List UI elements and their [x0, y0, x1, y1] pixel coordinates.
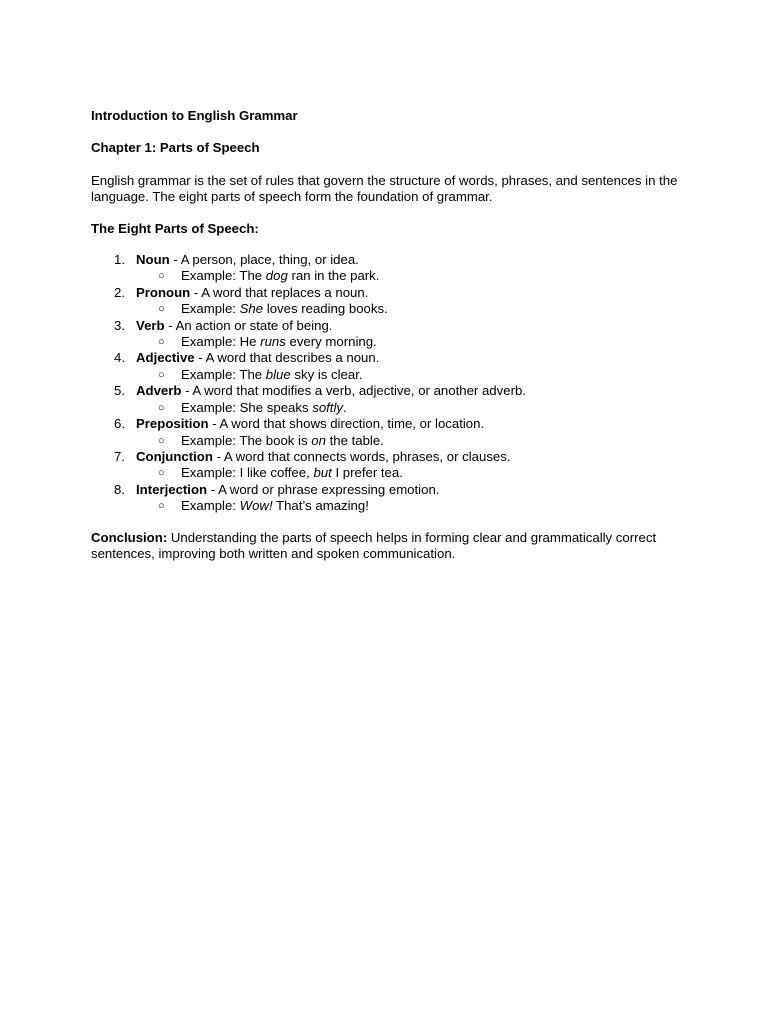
pos-definition: - A word that modifies a verb, adjective, or another adverb.: [181, 383, 526, 399]
example-emphasis: on: [311, 432, 326, 448]
list-item: [91, 416, 691, 449]
list-item: [91, 449, 691, 482]
example-line: [91, 433, 691, 449]
list-number: 1.: [114, 252, 125, 268]
list-number: 2.: [114, 284, 125, 300]
pos-definition: - A word that connects words, phrases, or clauses.: [212, 448, 511, 464]
example-text-start: Example: She speaks: [181, 399, 313, 415]
parts-of-speech-list: [91, 252, 691, 515]
example-emphasis: blue: [265, 366, 291, 382]
pos-definition: - A person, place, thing, or idea.: [169, 252, 359, 268]
hollow-bullet-icon: ○: [158, 401, 165, 414]
pos-term: Adjective: [136, 350, 195, 366]
example-text-start: Example: The: [181, 268, 266, 284]
pos-term: Adverb: [136, 383, 182, 399]
document-page: [91, 108, 691, 562]
pos-entry: [114, 448, 691, 465]
conclusion-paragraph: [91, 530, 691, 563]
hollow-bullet-icon: ○: [158, 500, 165, 513]
pos-entry: [114, 481, 691, 498]
pos-definition: - A word or phrase expressing emotion.: [207, 481, 440, 497]
example-line: [91, 301, 691, 317]
example-text-end: ran in the park.: [287, 268, 380, 284]
pos-entry: [114, 252, 691, 268]
hollow-bullet-icon: ○: [158, 270, 165, 283]
list-item: [91, 482, 691, 515]
list-item: [91, 285, 691, 318]
example-text-start: Example:: [181, 301, 240, 317]
pos-term: Pronoun: [136, 284, 191, 300]
list-number: 8.: [114, 481, 125, 497]
hollow-bullet-icon: ○: [158, 336, 165, 349]
example-text-start: Example:: [181, 498, 240, 514]
example-text-start: Example: He: [181, 334, 261, 350]
chapter-heading: Chapter 1: Parts of Speech: [91, 140, 260, 156]
conclusion-text: Understanding the parts of speech helps in forming clear and grammatically correct sentences, improving both written and spoken communication.: [91, 529, 657, 561]
pos-term: Preposition: [136, 416, 209, 432]
hollow-bullet-icon: ○: [158, 434, 165, 447]
list-item: [91, 350, 691, 383]
example-text-start: Example: The: [181, 366, 266, 382]
example-text-end: the table.: [325, 432, 384, 448]
list-number: 6.: [114, 416, 125, 432]
list-number: 4.: [114, 350, 125, 366]
document-title: Introduction to English Grammar: [91, 108, 298, 123]
example-emphasis: but: [313, 465, 332, 481]
pos-definition: - An action or state of being.: [164, 317, 333, 333]
pos-term: Conjunction: [136, 448, 213, 464]
list-number: 5.: [114, 383, 125, 399]
pos-term: Interjection: [136, 481, 208, 497]
list-number: 7.: [114, 448, 125, 464]
example-line: [91, 465, 691, 481]
example-line: [91, 400, 691, 416]
example-line: [91, 498, 691, 514]
list-item: [91, 318, 691, 351]
intro-paragraph: English grammar is the set of rules that govern the structure of words, phrases, and sentences in the language. The eight parts of speech form the foundation of grammar.: [91, 172, 678, 205]
example-emphasis: dog: [265, 268, 288, 284]
example-text-end: That’s amazing!: [272, 498, 369, 514]
pos-term: Verb: [136, 317, 165, 333]
example-line: [91, 268, 691, 284]
list-number: 3.: [114, 317, 125, 333]
list-item: [91, 383, 691, 416]
hollow-bullet-icon: ○: [158, 467, 165, 480]
example-emphasis: She: [239, 301, 264, 317]
example-line: [91, 334, 691, 350]
conclusion-label: Conclusion:: [91, 529, 168, 545]
list-item: [91, 252, 691, 285]
hollow-bullet-icon: ○: [158, 303, 165, 316]
pos-definition: - A word that replaces a noun.: [190, 284, 369, 300]
pos-definition: - A word that shows direction, time, or location.: [208, 416, 485, 432]
example-text-start: Example: I like coffee,: [181, 465, 314, 481]
pos-entry: [114, 350, 691, 366]
hollow-bullet-icon: ○: [158, 368, 165, 381]
example-emphasis: Wow!: [239, 498, 273, 514]
pos-term: Noun: [136, 252, 170, 268]
example-text-end: .: [343, 399, 347, 415]
section-heading: The Eight Parts of Speech:: [91, 220, 259, 236]
pos-entry: [114, 317, 691, 334]
example-emphasis: softly: [312, 399, 343, 415]
example-text-end: I prefer tea.: [331, 465, 403, 481]
pos-definition: - A word that describes a noun.: [194, 350, 380, 366]
pos-entry: [114, 284, 691, 301]
example-text-start: Example: The book is: [181, 432, 312, 448]
example-text-end: every morning.: [285, 334, 377, 350]
example-text-end: loves reading books.: [263, 301, 388, 317]
pos-entry: [114, 416, 691, 432]
example-text-end: sky is clear.: [290, 366, 363, 382]
example-emphasis: runs: [260, 334, 286, 350]
example-line: [91, 367, 691, 383]
pos-entry: [114, 383, 691, 399]
